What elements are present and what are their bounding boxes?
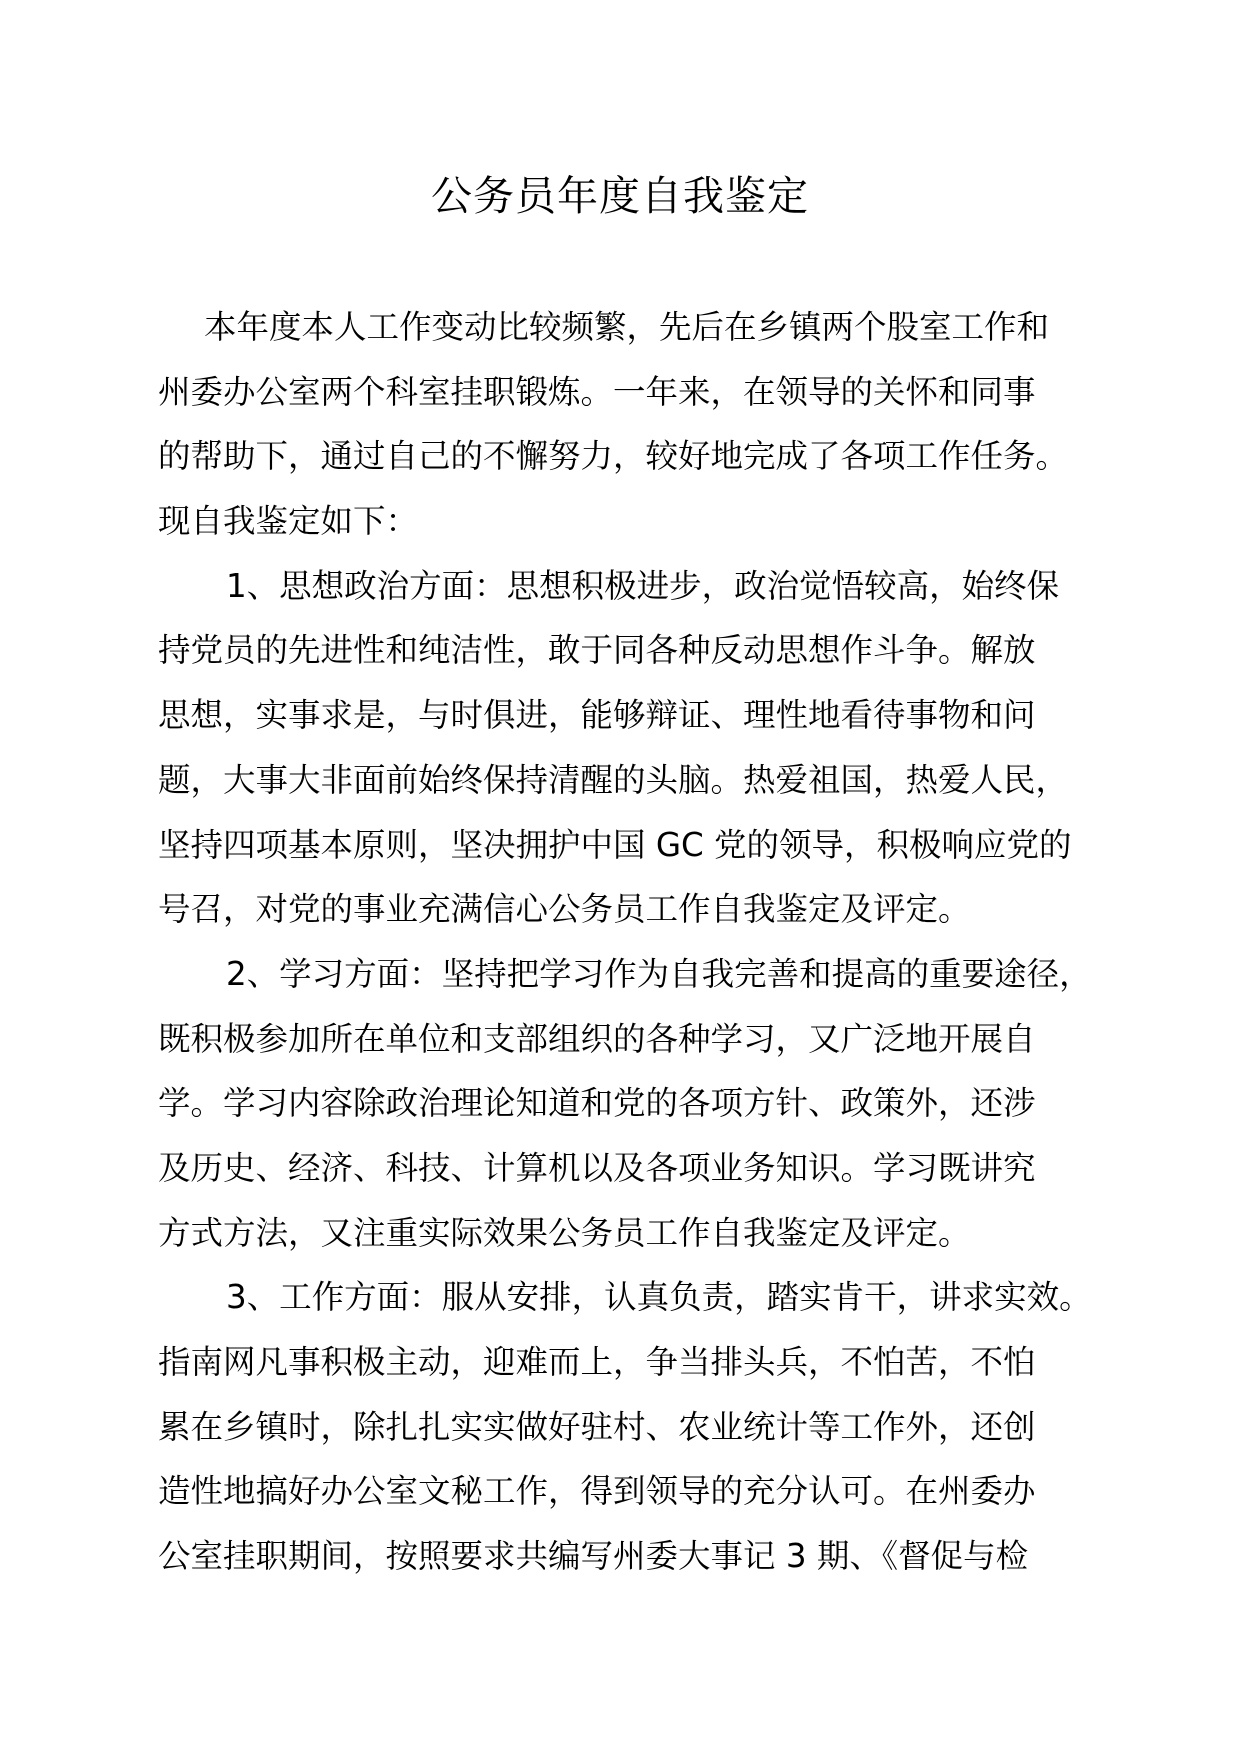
body-text-line: 持党员的先进性和纯洁性，敢于同各种反动思想作斗争。解放	[158, 631, 1036, 670]
body-text-line: 3、工作方面：服从安排，认真负责，踏实肯干，讲求实效。	[226, 1278, 1092, 1317]
body-text-line: 公室挂职期间，按照要求共编写州委大事记 3 期、《督促与检	[158, 1537, 1029, 1576]
body-text-line: 造性地搞好办公室文秘工作，得到领导的充分认可。在州委办	[158, 1472, 1036, 1511]
body-text-line: 累在乡镇时，除扎扎实实做好驻村、农业统计等工作外，还创	[158, 1407, 1036, 1446]
document-body	[158, 295, 1118, 1589]
body-text-line: 的帮助下，通过自己的不懈努力，较好地完成了各项工作任务。	[158, 437, 1069, 476]
body-text-line: 坚持四项基本原则，坚决拥护中国 GC 党的领导，积极响应党的	[158, 825, 1072, 864]
body-text-line: 题，大事大非面前始终保持清醒的头脑。热爱祖国，热爱人民，	[158, 760, 1069, 799]
body-text-line: 2、学习方面：坚持把学习作为自我完善和提高的重要途径，	[226, 954, 1092, 993]
body-text-line: 方式方法，又注重实际效果公务员工作自我鉴定及评定。	[158, 1213, 971, 1252]
body-text-line: 1、思想政治方面：思想积极进步，政治觉悟较高，始终保	[226, 566, 1060, 605]
body-text-line: 既积极参加所在单位和支部组织的各种学习，又广泛地开展自	[158, 1019, 1036, 1058]
body-text-line: 思想，实事求是，与时俱进，能够辩证、理性地看待事物和问	[158, 696, 1036, 735]
body-text-line: 本年度本人工作变动比较频繁，先后在乡镇两个股室工作和	[204, 308, 1050, 346]
body-text-line: 州委办公室两个科室挂职锻炼。一年来，在领导的关怀和同事	[158, 372, 1036, 411]
body-text-line: 指南网凡事积极主动，迎难而上，争当排头兵，不怕苦，不怕	[158, 1343, 1036, 1381]
document-title: 公务员年度自我鉴定	[431, 172, 809, 220]
body-text-line: 学。学习内容除政治理论知道和党的各项方针、政策外，还涉	[158, 1084, 1036, 1123]
body-text-line: 号召，对党的事业充满信心公务员工作自我鉴定及评定。	[158, 890, 971, 929]
body-text-line: 现自我鉴定如下：	[158, 502, 419, 541]
body-text-line: 及历史、经济、科技、计算机以及各项业务知识。学习既讲究	[158, 1148, 1036, 1187]
